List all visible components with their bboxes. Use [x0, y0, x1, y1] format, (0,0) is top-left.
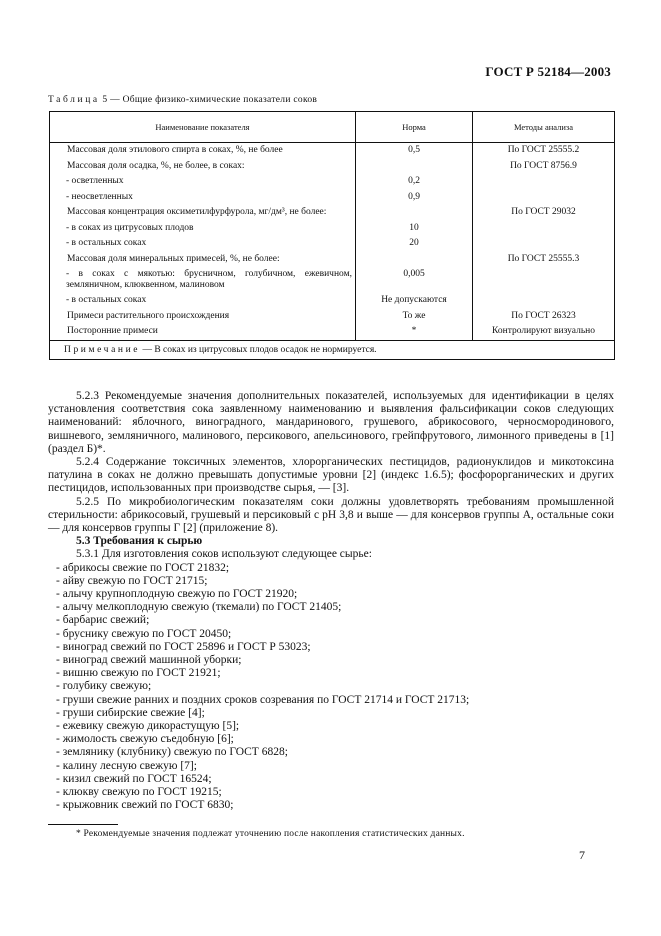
cell-norm: То же — [356, 309, 473, 325]
paragraph-5-3-1: 5.3.1 Для изготовления соков используют следующее сырье: — [76, 548, 372, 561]
list-item: - виноград свежий машинной уборки; — [56, 654, 614, 667]
table-row — [50, 174, 615, 190]
list-item: - груши сибирские свежие [4]; — [56, 707, 614, 720]
standard-id-header: ГОСТ Р 52184—2003 — [485, 64, 611, 79]
table-row — [50, 236, 615, 252]
column-header-method: Методы анализа — [473, 112, 615, 143]
cell-indicator: - в соках из цитрусовых плодов — [66, 222, 194, 233]
list-item: - алычу мелкоплодную свежую (ткемали) по ГОСТ 21405; — [56, 601, 614, 614]
body-text — [48, 390, 614, 813]
cell-norm: * — [356, 324, 473, 340]
cell-indicator: Массовая доля осадка, %, не более, в соках: — [67, 160, 245, 171]
cell-norm: Не допускаются — [356, 293, 473, 309]
raw-materials-list — [48, 562, 614, 813]
cell-norm — [356, 159, 473, 175]
cell-indicator: - в остальных соках — [66, 295, 147, 305]
list-item: - алычу крупноплодную свежую по ГОСТ 21920; — [56, 588, 614, 601]
list-item: - абрикосы свежие по ГОСТ 21832; — [56, 562, 614, 575]
cell-indicator: Посторонние примеси — [67, 326, 158, 336]
table-row — [50, 159, 615, 175]
table-row — [50, 309, 615, 325]
table-row — [50, 252, 615, 268]
list-item: - кизил свежий по ГОСТ 16524; — [56, 773, 614, 786]
list-item: - груши свежие ранних и поздних сроков созревания по ГОСТ 21714 и ГОСТ 21713; — [56, 694, 614, 707]
cell-method: По ГОСТ 25555.2 — [507, 145, 580, 155]
table-row — [50, 324, 615, 340]
page-number: 7 — [579, 848, 585, 862]
list-item: - жимолость свежую съедобную [6]; — [56, 733, 614, 746]
list-item: - виноград свежий по ГОСТ 25896 и ГОСТ Р 53023; — [56, 641, 614, 654]
list-item: - голубику свежую; — [56, 680, 614, 693]
list-item: - крыжовник свежий по ГОСТ 6830; — [56, 799, 614, 812]
list-item: - барбарис свежий; — [56, 614, 614, 627]
cell-method — [473, 236, 615, 252]
table-row — [50, 143, 615, 159]
cell-norm — [356, 252, 473, 268]
table-caption — [48, 95, 317, 105]
paragraph-5-2-3: 5.2.3 Рекомендуемые значения дополнительных показателей, используемых для идентификации в целях установления соответствия сока заявленному наименованию и выявления фальсификации соков следующих наименований: яблочного, виноградного, мандаринового, грушевого, абрикосового, черносмородинового, вишневого, земляничного, малинового, персикового, апельсинового, грейпфрутового, лимонного приведены в [1] (раздел Б)*. — [48, 390, 614, 455]
cell-norm: 10 — [356, 221, 473, 237]
footnote-separator — [48, 824, 118, 825]
cell-method — [473, 293, 615, 309]
cell-indicator: - неосветленных — [66, 191, 133, 202]
cell-norm: 0,005 — [356, 267, 473, 293]
cell-method — [473, 190, 615, 206]
table-note — [50, 340, 615, 360]
list-item: - бруснику свежую по ГОСТ 20450; — [56, 628, 614, 641]
cell-norm: 20 — [356, 236, 473, 252]
cell-method — [473, 267, 615, 293]
cell-method: По ГОСТ 8756.9 — [510, 160, 577, 171]
table-row — [50, 267, 615, 293]
cell-indicator: - в остальных соках — [66, 238, 147, 248]
list-item: - вишню свежую по ГОСТ 21921; — [56, 667, 614, 680]
table-row — [50, 293, 615, 309]
paragraph-5-2-4: 5.2.4 Содержание токсичных элементов, хлорорганических пестицидов, радионуклидов и микотоксина патулина в соках не должно превышать допустимые уровни [2] (индекс 1.6.5); фосфорорганических и других пестицидов, использованных при производстве сырья, — [3]. — [48, 456, 614, 495]
cell-norm: 0,5 — [356, 143, 473, 159]
cell-norm: 0,9 — [356, 190, 473, 206]
list-item: - айву свежую по ГОСТ 21715; — [56, 575, 614, 588]
cell-method — [473, 174, 615, 190]
cell-method — [473, 221, 615, 237]
table-caption-label: Таблица — [48, 95, 100, 105]
table-row — [50, 190, 615, 206]
cell-indicator: Массовая концентрация оксиметилфурфурола, мг/дм³, не более: — [67, 207, 327, 217]
table-row — [50, 221, 615, 237]
list-item: - калину лесную свежую [7]; — [56, 760, 614, 773]
table-caption-text: 5 — Общие физико-химические показатели соков — [99, 95, 318, 105]
table-note-row — [50, 340, 615, 360]
table-note-label: Примечание — [64, 344, 141, 355]
physicochemical-table — [49, 111, 615, 360]
cell-method: Контролируют визуально — [492, 326, 595, 336]
cell-indicator: - в соках с мякотью: брусничном, голубичном, ежевичном, земляничном, клюквенном, малиновом — [66, 269, 352, 290]
cell-method: По ГОСТ 25555.3 — [507, 253, 580, 264]
cell-norm: 0,2 — [356, 174, 473, 190]
paragraph-5-2-5: 5.2.5 По микробиологическим показателям соки должны удовлетворять требованиям промышленной стерильности: абрикосовый, грушевый и персиковый с pH 3,8 и выше — для консервов группы А, остальные соки — для консервов группы Г [2] (приложение 8). — [48, 495, 614, 535]
list-item: - землянику (клубнику) свежую по ГОСТ 6828; — [56, 746, 614, 759]
cell-indicator: Примеси растительного происхождения — [67, 310, 230, 321]
cell-norm — [356, 205, 473, 221]
table-note-text: — В соках из цитрусовых плодов осадок не нормируется. — [140, 344, 377, 355]
section-heading-5-3: 5.3 Требования к сырью — [76, 535, 203, 548]
column-header-norm: Норма — [356, 112, 473, 143]
cell-indicator: Массовая доля минеральных примесей, %, не более: — [67, 253, 280, 264]
cell-indicator: Массовая доля этилового спирта в соках, %, не более — [67, 145, 283, 155]
footnote: * Рекомендуемые значения подлежат уточнению после накопления статистических данных. — [76, 829, 465, 839]
list-item: - клюкву свежую по ГОСТ 19215; — [56, 786, 614, 799]
column-header-indicator: Наименование показателя — [50, 112, 356, 143]
cell-indicator: - осветленных — [66, 176, 124, 186]
list-item: - ежевику свежую дикорастущую [5]; — [56, 720, 614, 733]
cell-method: По ГОСТ 29032 — [511, 207, 576, 217]
table-row — [50, 205, 615, 221]
cell-method: По ГОСТ 26323 — [511, 310, 576, 321]
